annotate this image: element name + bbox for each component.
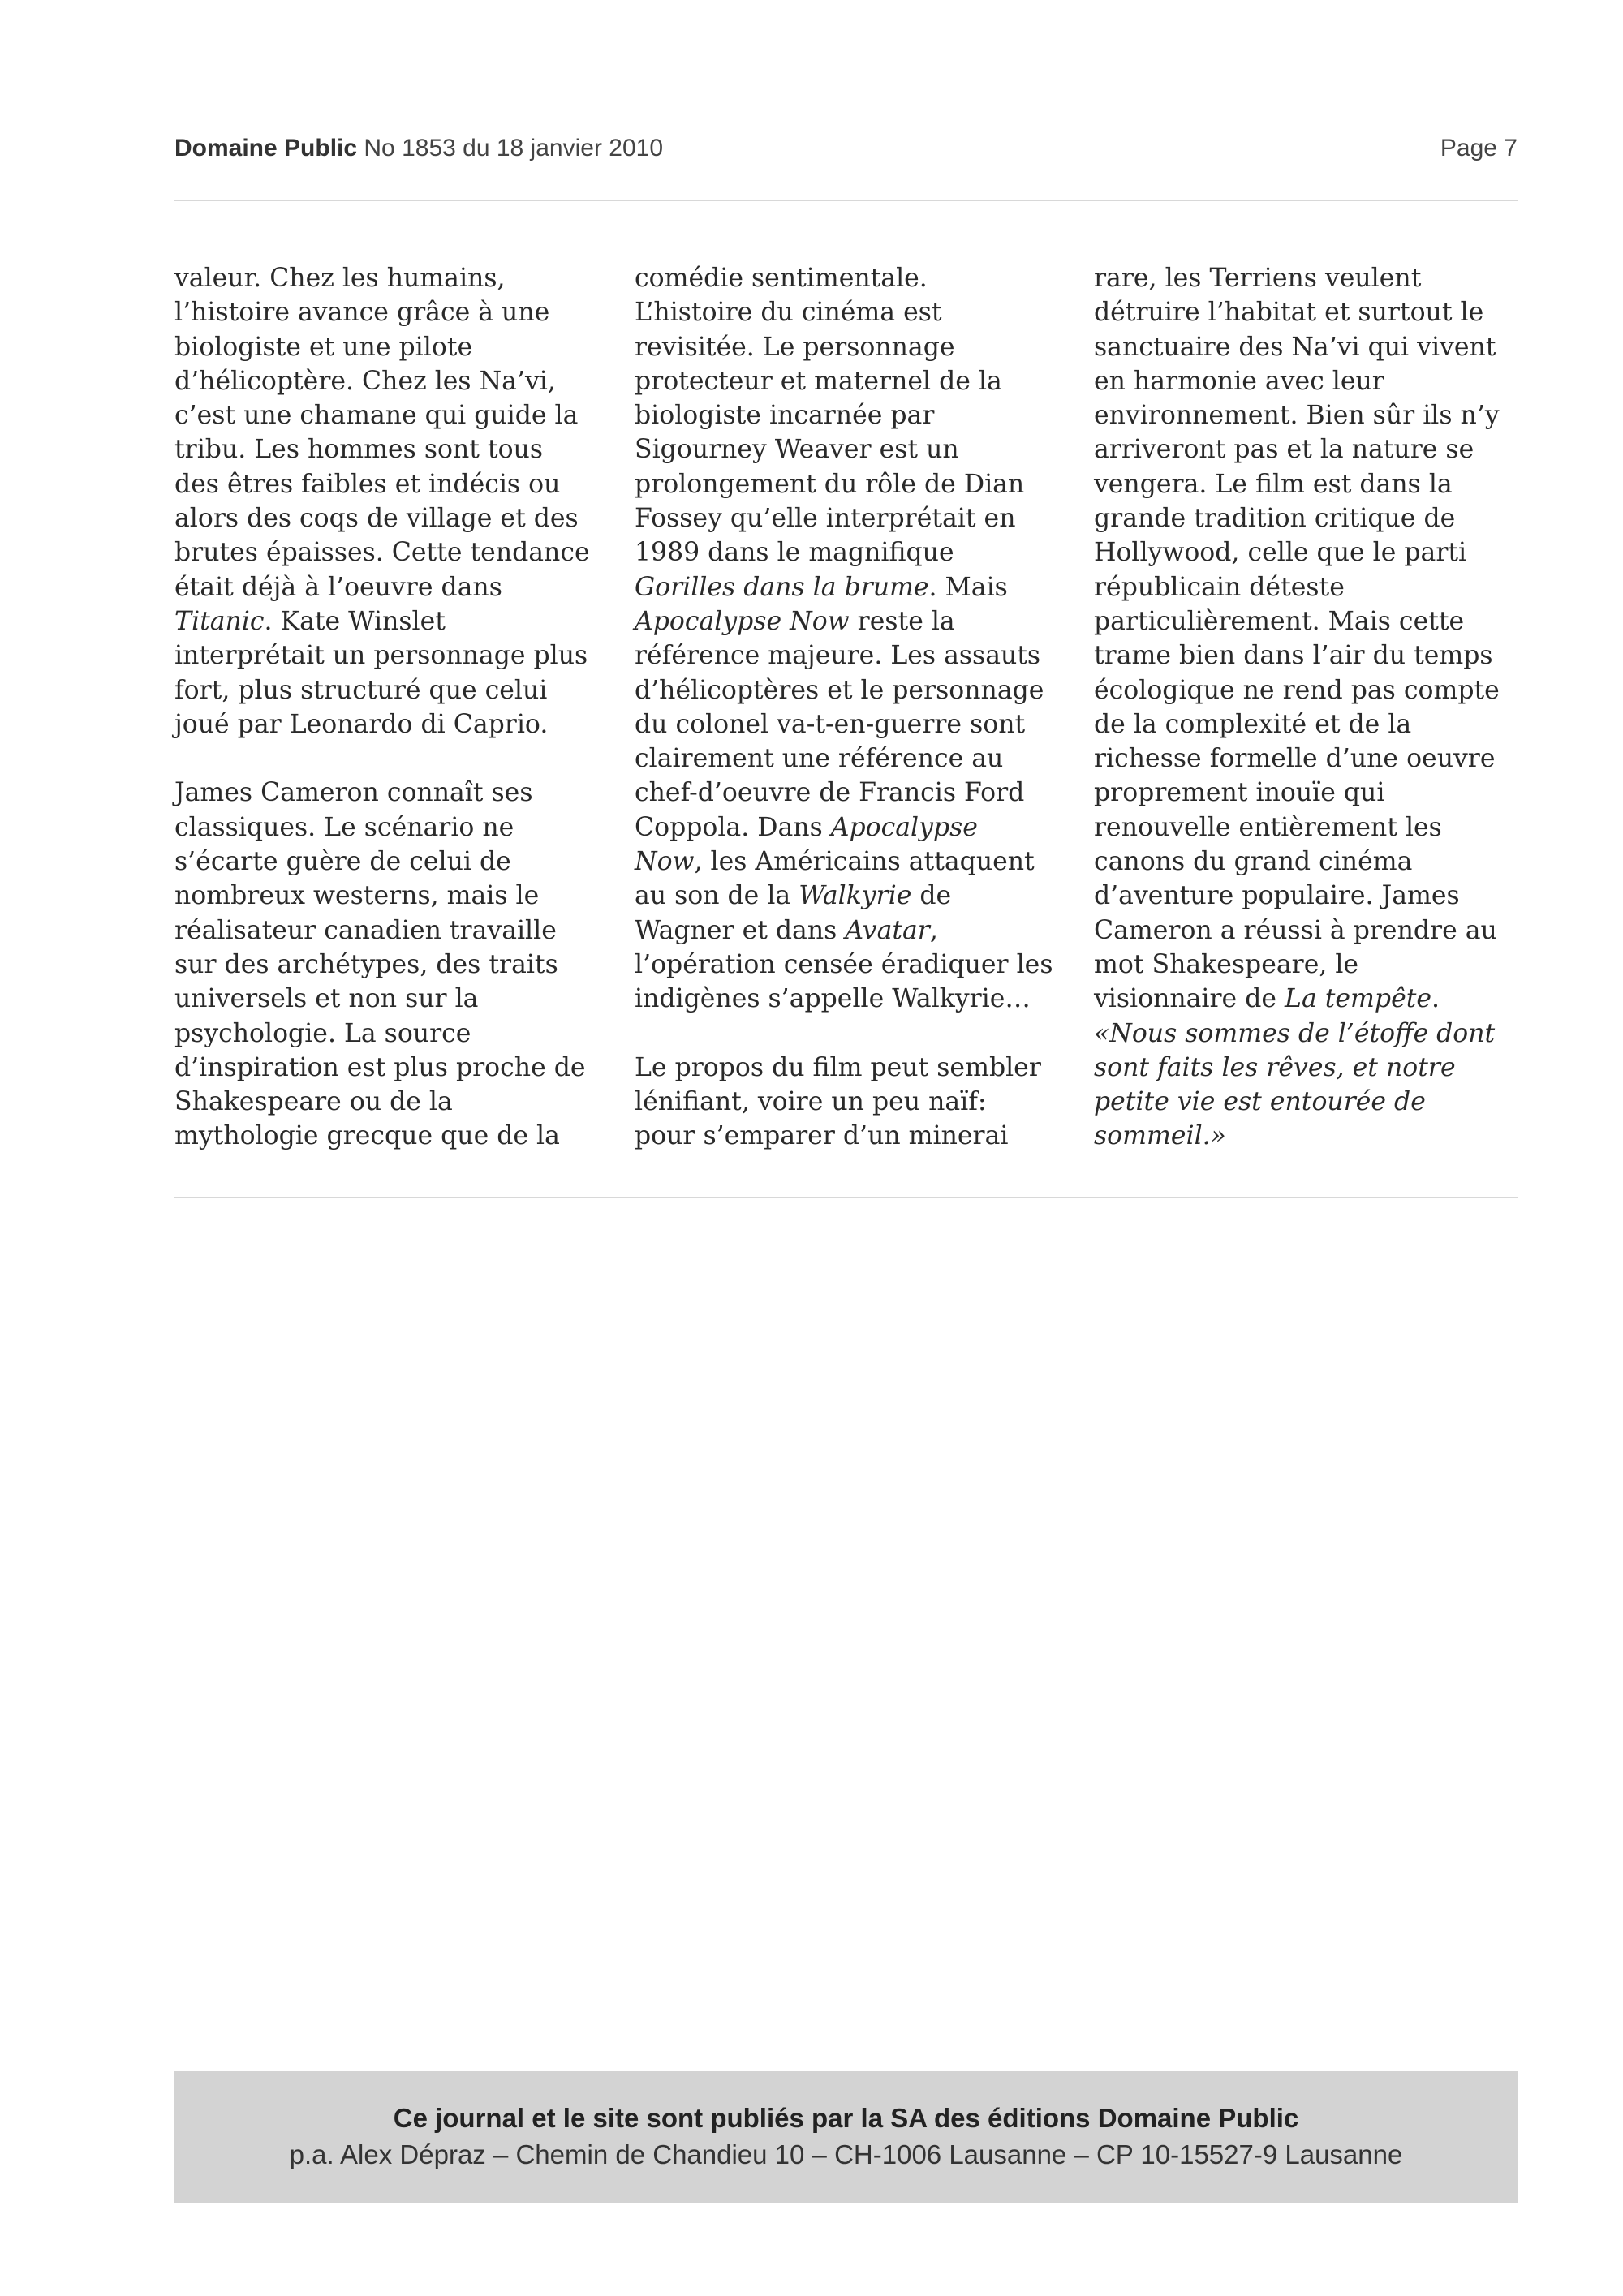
- text-line: d’hélicoptère. Chez les Na’vi,: [174, 366, 556, 396]
- column-1: [174, 261, 613, 1154]
- paragraph: [635, 261, 1073, 1017]
- text-line: prolongement du rôle de Dian: [635, 469, 1025, 499]
- film-title: Titanic: [174, 606, 265, 636]
- text-line: sur des archétypes, des traits: [174, 949, 558, 979]
- header-divider: [174, 200, 1518, 201]
- text-line: mythologie grecque que de la: [174, 1121, 560, 1151]
- text-line: [635, 604, 1073, 638]
- text-line: Shakespeare ou de la: [174, 1087, 453, 1117]
- text-line: brutes épaisses. Cette tendance: [174, 538, 590, 568]
- page-number: Page 7: [1440, 135, 1518, 161]
- text-line: l’histoire avance grâce à une: [174, 298, 550, 328]
- text-line: s’écarte guère de celui de: [174, 847, 511, 877]
- text-line: d’inspiration est plus proche de: [174, 1052, 586, 1082]
- text-fragment: au son de la: [635, 881, 799, 911]
- text-line: [635, 810, 1073, 845]
- text-line: biologiste incarnée par: [635, 401, 935, 431]
- text-line: l’opération censée éradiquer les: [635, 949, 1053, 979]
- text-line: d’aventure populaire. James: [1094, 881, 1460, 911]
- text-fragment: Coppola. Dans: [635, 812, 831, 842]
- paragraph: [635, 1051, 1073, 1154]
- film-title: Apocalypse Now: [635, 606, 850, 636]
- text-line: [635, 570, 1073, 604]
- text-line: Le propos du film peut sembler: [635, 1052, 1041, 1082]
- quote-line: sont faits les rêves, et notre: [1094, 1052, 1456, 1082]
- text-line: L’histoire du cinéma est: [635, 298, 942, 328]
- text-line: universels et non sur la: [174, 984, 479, 1014]
- paragraph: [1094, 261, 1532, 1154]
- text-line: grande tradition critique de: [1094, 504, 1456, 534]
- text-line: de la complexité et de la: [1094, 709, 1412, 739]
- issue-number: No 1853 du 18 janvier 2010: [364, 135, 664, 161]
- text-line: particulièrement. Mais cette: [1094, 606, 1465, 636]
- text-line: richesse formelle d’une oeuvre: [1094, 744, 1496, 774]
- text-line: était déjà à l’oeuvre dans: [174, 572, 502, 602]
- text-line: valeur. Chez les humains,: [174, 264, 506, 293]
- article-body: [174, 261, 1518, 1170]
- text-line: [635, 879, 1073, 913]
- text-line: sanctuaire des Na’vi qui vivent: [1094, 332, 1496, 362]
- text-fragment: visionnaire de: [1094, 984, 1285, 1014]
- text-line: référence majeure. Les assauts: [635, 641, 1041, 671]
- text-line: proprement inouïe qui: [1094, 778, 1385, 808]
- text-fragment: reste la: [849, 606, 955, 636]
- text-line: indigènes s’appelle Walkyrie…: [635, 984, 1031, 1014]
- text-line: du colonel va-t-en-guerre sont: [635, 709, 1026, 739]
- text-line: alors des coqs de village et des: [174, 504, 579, 534]
- text-line: Cameron a réussi à prendre au: [1094, 915, 1497, 945]
- text-fragment: , les Américains attaquent: [694, 847, 1035, 877]
- text-fragment: de: [911, 881, 952, 911]
- text-fragment: . Kate Winslet: [264, 606, 446, 636]
- quote-line: sommeil.»: [1094, 1121, 1226, 1151]
- film-title: Avatar: [845, 915, 930, 945]
- work-title: La tempête: [1285, 984, 1432, 1014]
- quote-line: «Nous sommes de l’étoffe dont: [1094, 1018, 1496, 1048]
- text-line: comédie sentimentale.: [635, 264, 928, 293]
- text-line: des êtres faibles et indécis ou: [174, 469, 561, 499]
- text-line: James Cameron connaît ses: [174, 778, 533, 808]
- publisher-footer: [174, 2071, 1518, 2203]
- text-line: fort, plus structuré que celui: [174, 675, 548, 705]
- text-line: arriveront pas et la nature se: [1094, 435, 1474, 465]
- text-line: réalisateur canadien travaille: [174, 915, 557, 945]
- text-line: environnement. Bien sûr ils n’y: [1094, 401, 1500, 431]
- film-title: Now: [635, 847, 695, 877]
- text-line: Fossey qu’elle interprétait en: [635, 504, 1016, 534]
- text-line: [635, 914, 1073, 948]
- text-line: écologique ne rend pas compte: [1094, 675, 1500, 705]
- text-line: psychologie. La source: [174, 1018, 471, 1048]
- text-line: classiques. Le scénario ne: [174, 812, 514, 842]
- footer-title: Ce journal et le site sont publiés par la SA des éditions Domaine Public: [393, 2103, 1299, 2133]
- text-line: républicain déteste: [1094, 572, 1345, 602]
- text-line: canons du grand cinéma: [1094, 847, 1413, 877]
- film-title: Gorilles dans la brume: [635, 572, 929, 602]
- text-line: biologiste et une pilote: [174, 332, 473, 362]
- text-line: protecteur et maternel de la: [635, 366, 1002, 396]
- article-end-divider: [174, 1197, 1518, 1198]
- text-line: renouvelle entièrement les: [1094, 812, 1442, 842]
- text-line: tribu. Les hommes sont tous: [174, 435, 543, 465]
- column-2: [635, 261, 1073, 1154]
- text-line: en harmonie avec leur: [1094, 366, 1384, 396]
- text-line: nombreux westerns, mais le: [174, 881, 540, 911]
- text-line: clairement une référence au: [635, 744, 1004, 774]
- text-line: trame bien dans l’air du temps: [1094, 641, 1493, 671]
- text-line: détruire l’habitat et surtout le: [1094, 298, 1484, 328]
- text-line: interprétait un personnage plus: [174, 641, 588, 671]
- text-line: lénifiant, voire un peu naïf:: [635, 1087, 987, 1117]
- publication-name: Domaine Public: [174, 135, 358, 161]
- text-line: chef-d’oeuvre de Francis Ford: [635, 778, 1025, 808]
- text-line: d’hélicoptères et le personnage: [635, 675, 1044, 705]
- text-line: Sigourney Weaver est un: [635, 435, 959, 465]
- film-title: Apocalypse: [830, 812, 978, 842]
- text-fragment: .: [1431, 984, 1440, 1014]
- text-line: Hollywood, celle que le parti: [1094, 538, 1467, 568]
- text-line: revisitée. Le personnage: [635, 332, 955, 362]
- text-line: mot Shakespeare, le: [1094, 949, 1359, 979]
- text-line: [174, 604, 613, 638]
- text-fragment: Wagner et dans: [635, 915, 846, 945]
- text-fragment: . Mais: [928, 572, 1008, 602]
- text-line: rare, les Terriens veulent: [1094, 264, 1422, 293]
- text-line: pour s’emparer d’un minerai: [635, 1121, 1009, 1151]
- quote-line: petite vie est entourée de: [1094, 1087, 1426, 1117]
- text-line: joué par Leonardo di Caprio.: [174, 709, 549, 739]
- text-fragment: ,: [929, 915, 938, 945]
- paragraph: [174, 261, 613, 742]
- issue-line: [174, 132, 663, 165]
- text-line: c’est une chamane qui guide la: [174, 401, 579, 431]
- text-line: 1989 dans le magnifique: [635, 538, 954, 568]
- work-title: Walkyrie: [799, 881, 912, 911]
- footer-address: p.a. Alex Dépraz – Chemin de Chandieu 10 – CH-1006 Lausanne – CP 10-15527-9 Lausanne: [289, 2139, 1403, 2169]
- text-line: vengera. Le film est dans la: [1094, 469, 1453, 499]
- column-3: [1094, 261, 1532, 1154]
- text-line: [1094, 982, 1532, 1016]
- paragraph: [174, 776, 613, 1153]
- text-line: [635, 845, 1073, 879]
